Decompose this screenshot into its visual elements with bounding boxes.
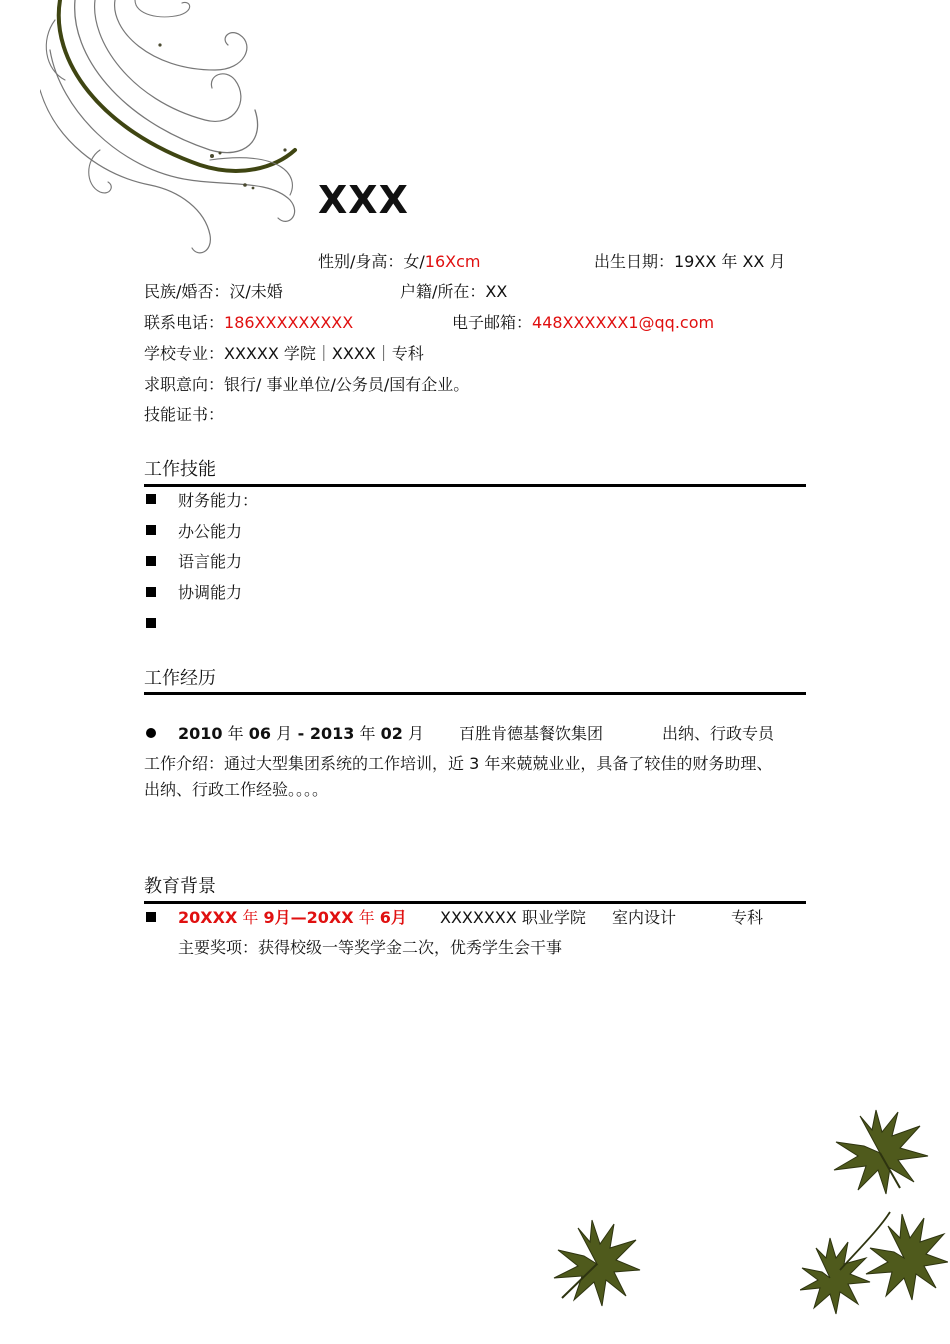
email [452,312,714,334]
leaf-ornament-icon [552,1218,642,1308]
skill-item: 财务能力： [178,491,259,510]
work-position: 出纳、行政专员 [662,724,775,743]
work-description-line1: 工作介绍：通过大型集团系统的工作培训，近 3 年来兢兢业业，具备了较佳的财务助理、 [144,754,773,773]
square-bullet-icon [146,912,156,922]
education-major: 室内设计 [612,908,677,927]
leaf-ornament-icon [830,1108,930,1198]
work-period: 2010 年 06 月 - 2013 年 02 月 [178,724,424,743]
swirl-ornament-icon [40,0,310,260]
gender-height-label: 性别/身高：女/ [318,252,425,271]
square-bullet-icon [146,587,156,597]
certificates: 技能证书： [144,405,225,424]
birth-date: 出生日期：19XX 年 XX 月 [594,252,786,271]
work-company: 百胜肯德基餐饮集团 [459,724,604,743]
gender-height [318,251,481,273]
section-divider [144,901,806,904]
section-divider [144,692,806,695]
section-title-education: 教育背景 [144,876,216,897]
job-intent: 求职意向：银行/ 事业单位/公务员/国有企业。 [144,375,470,394]
education-awards: 主要奖项：获得校级一等奖学金二次，优秀学生会干事 [178,938,563,957]
skill-item: 语言能力 [178,552,243,571]
square-bullet-icon [146,525,156,535]
work-description-line2: 出纳、行政工作经验。。。。 [144,780,329,799]
section-divider [144,484,806,487]
section-title-skills: 工作技能 [144,459,216,480]
phone-label: 联系电话： [144,313,225,332]
education-period: 20XXX 年 9月—20XX 年 6月 [178,908,407,927]
leaf-ornament-icon [800,1208,948,1316]
skill-item: 协调能力 [178,583,243,602]
candidate-name: XXX [318,178,409,222]
height-value: 16Xcm [424,252,481,271]
education-degree: 专科 [731,908,764,927]
education-school: XXXXXXX 职业学院 [440,908,586,927]
phone-value: 186XXXXXXXXX [224,313,354,332]
email-value: 448XXXXXX1@qq.com [532,313,715,332]
email-label: 电子邮箱： [452,313,533,332]
square-bullet-icon [146,618,156,628]
phone [144,312,353,334]
section-title-work: 工作经历 [144,668,216,689]
skill-item: 办公能力 [178,522,243,541]
hukou: 户籍/所在：XX [400,282,508,301]
square-bullet-icon [146,494,156,504]
square-bullet-icon [146,556,156,566]
round-bullet-icon [146,728,156,738]
school-major: 学校专业：XXXXX 学院｜XXXX｜专科 [144,344,424,363]
ethnic-marital: 民族/婚否：汉/未婚 [144,282,283,301]
